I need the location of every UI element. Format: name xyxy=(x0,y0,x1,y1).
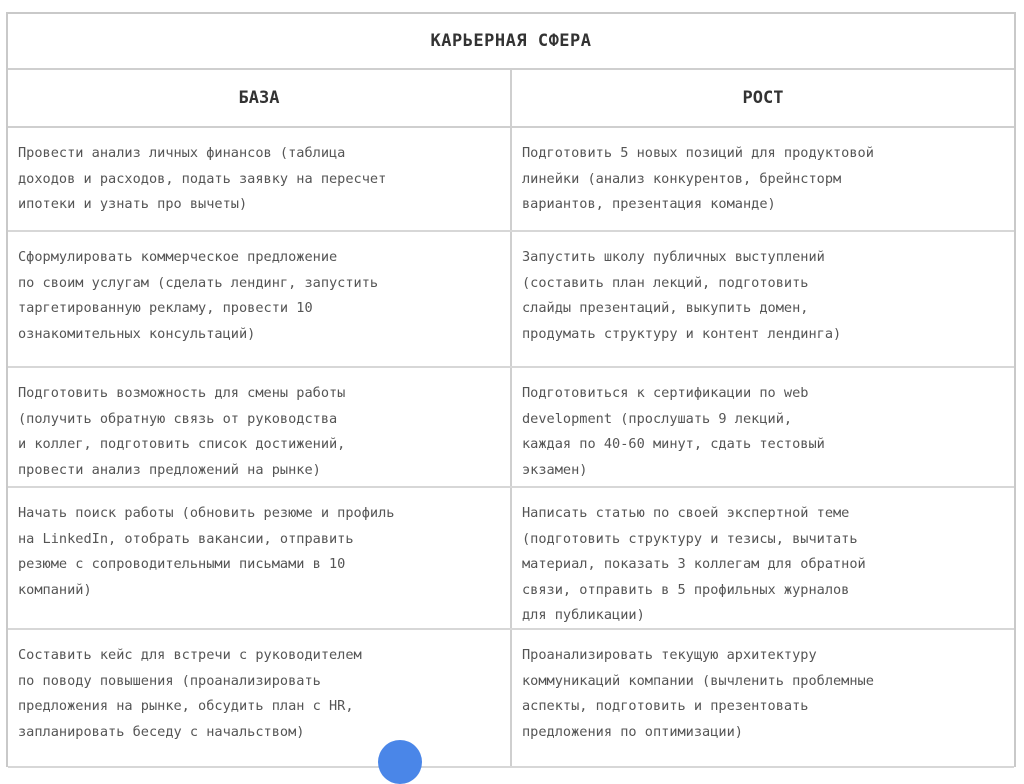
growth-cell: Проанализировать текущую архитектуру коммуникаций компании (вычленить проблемные аспекты, подготовить и презентовать предложения по оптимизации) xyxy=(522,647,874,740)
table-title: КАРЬЕРНАЯ СФЕРА xyxy=(430,31,592,51)
base-cell: Сформулировать коммерческое предложение по своим услугам (сделать лендинг, запустить таргетированную рекламу, провести 10 ознакомительных консультаций) xyxy=(8,232,512,366)
growth-cell: Подготовить 5 новых позиций для продуктовой линейки (анализ конкурентов, брейнсторм вариантов, презентация команде) xyxy=(522,145,874,212)
column-header-growth: РОСТ xyxy=(742,88,784,108)
growth-cell: Подготовиться к сертификации по web development (прослушать 9 лекций, каждая по 40-60 минут, сдать тестовый экзамен) xyxy=(522,385,825,478)
career-table xyxy=(6,12,1016,767)
base-cell: Начать поиск работы (обновить резюме и профиль на LinkedIn, отобрать вакансии, отправить резюме с сопроводительными письмами в 10 компаний) xyxy=(8,488,512,628)
column-header-base: БАЗА xyxy=(8,70,512,126)
base-cell: Подготовить возможность для смены работы (получить обратную связь от руководства и коллег, подготовить список достижений, провести анализ предложений на рынке) xyxy=(8,368,512,486)
base-cell: Провести анализ личных финансов (таблица доходов и расходов, подать заявку на пересчет ипотеки и узнать про вычеты) xyxy=(8,128,512,230)
growth-cell: Запустить школу публичных выступлений (составить план лекций, подготовить слайды презентаций, выкупить домен, продумать структуру и контент лендинга) xyxy=(522,249,842,342)
table-row xyxy=(8,488,1014,630)
table-body xyxy=(8,128,1014,768)
pointer-dot xyxy=(378,740,422,784)
table-row xyxy=(8,128,1014,232)
table-title-row xyxy=(8,14,1014,70)
table-row xyxy=(8,232,1014,368)
table-row xyxy=(8,368,1014,488)
table-row xyxy=(8,630,1014,768)
base-cell: Составить кейс для встречи с руководителем по поводу повышения (проанализировать предложения на рынке, обсудить план с HR, запланировать беседу с начальством) xyxy=(8,630,512,766)
growth-cell: Написать статью по своей экспертной теме (подготовить структуру и тезисы, вычитать материал, показать 3 коллегам для обратной связи, отправить в 5 профильных журналов для публикации) xyxy=(522,505,866,623)
column-header-row xyxy=(8,70,1014,128)
